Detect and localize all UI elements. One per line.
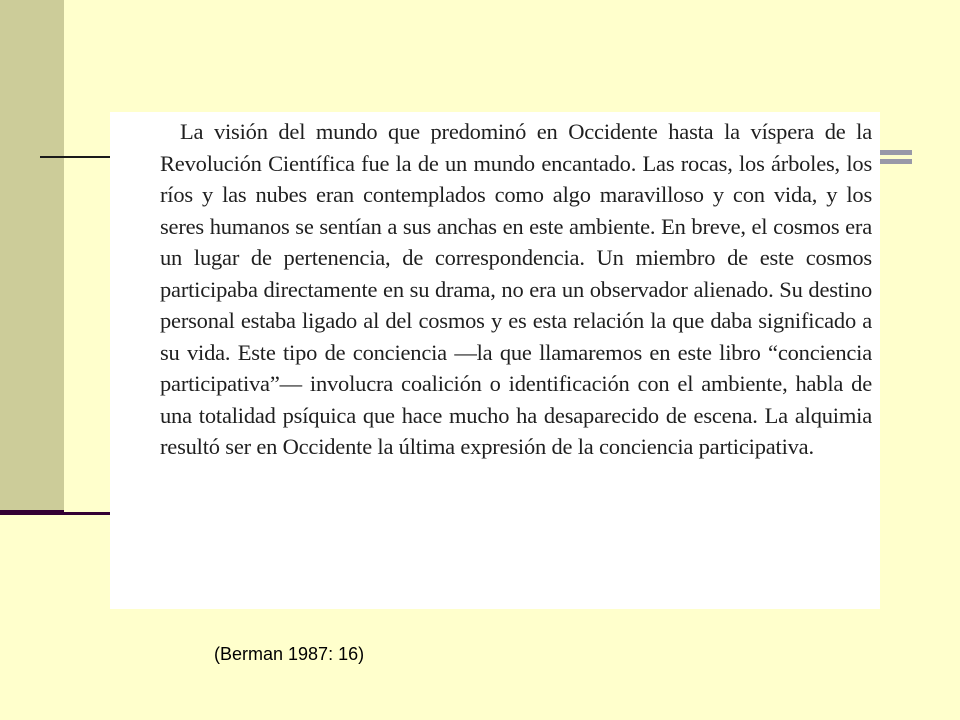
accent-rule-bottom — [880, 159, 912, 164]
quoted-passage: La visión del mundo que predominó en Occidente hasta la víspera de la Revolución Científica fue la de un mundo encantado. Las rocas, los árboles, los ríos y las nubes eran contemplados como algo maravilloso y con vida, y los seres humanos se sentían a sus anchas en este ambiente. En breve, el cosmos era un lugar de pertenencia, de correspondencia. Un miembro de este cosmos participaba directamente en su drama, no era un observador alienado. Su destino personal estaba ligado al del cosmos y es esta relación la que daba significado a su vida. Este tipo de conciencia —la que llamaremos en este libro “conciencia participativa”— involucra coalición o identificación con el ambiente, habla de una totalidad psíquica que hace mucho ha desaparecido de escena. La alquimia resultó ser en Occidente la última expresión de la conciencia participativa. — [160, 119, 872, 459]
accent-rule-top — [880, 150, 912, 155]
scanned-book-page — [110, 112, 880, 609]
bottom-rule — [64, 512, 110, 515]
decorative-side-bar — [0, 0, 64, 512]
title-rule — [40, 156, 110, 158]
citation: (Berman 1987: 16) — [214, 644, 365, 664]
side-bar-rule — [0, 510, 64, 515]
